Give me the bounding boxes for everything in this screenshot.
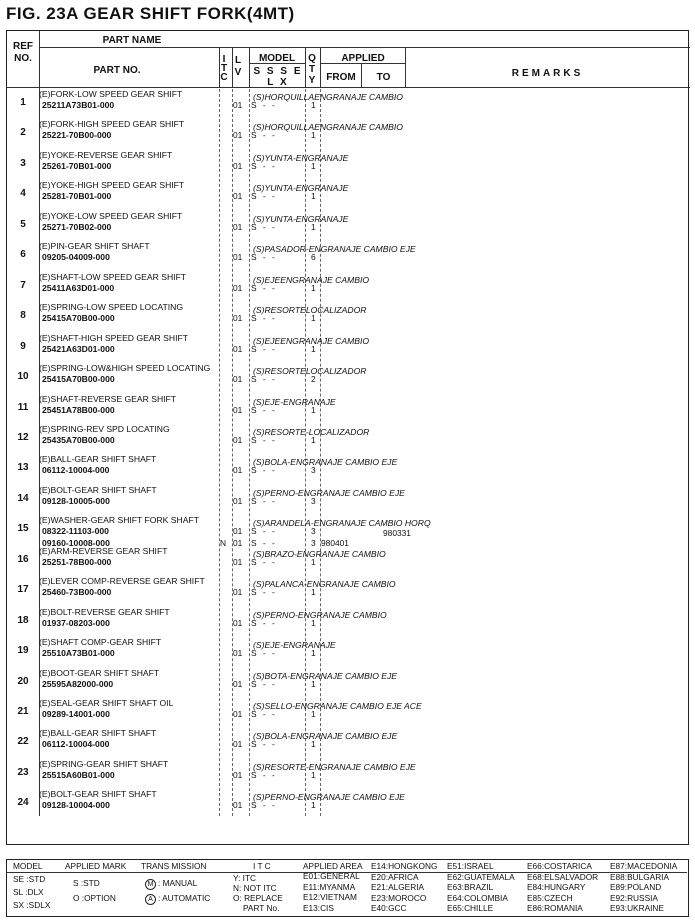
applied-area-item: E88:BULGARIA — [610, 871, 670, 882]
model-applicability: S - - — [251, 495, 277, 506]
part-number: 09128-10004-000 — [42, 800, 110, 811]
model-applicability: S - - — [251, 191, 277, 202]
quantity: 1 — [311, 587, 316, 598]
level: 01 — [233, 343, 243, 354]
part-number: 25281-70B01-000 — [42, 191, 112, 202]
remarks: (S)BOTA-ENGRANAJE CAMBIO EJE — [253, 670, 398, 681]
ref-no-header: REF NO. — [13, 41, 33, 64]
model-cols-header: S S S E L X — [253, 66, 301, 88]
level: 01 — [233, 221, 243, 232]
level: 01 — [233, 678, 243, 689]
model-applicability: S - - — [251, 587, 277, 598]
itc-flag: N — [220, 538, 227, 549]
level: 01 — [233, 191, 243, 202]
applied-area-item: E84:HUNGARY — [527, 882, 586, 892]
applied-area-item: E11:MYANMA — [303, 881, 356, 892]
level: 01 — [233, 404, 243, 415]
legend-sl: SL :DLX — [13, 887, 44, 897]
legend-automatic: : AUTOMATIC — [158, 893, 211, 903]
part-number-alt: 09160-10008-000 — [42, 538, 110, 549]
remarks: (S)YUNTA-ENGRANAJE — [253, 213, 349, 224]
table-row — [7, 546, 690, 577]
ref-number: 15 — [17, 523, 29, 535]
part-number: 25271-70B02-000 — [42, 221, 112, 232]
applied-area-item: E93:UKRAINE — [610, 903, 664, 913]
legend-trans-mission: TRANS MISSION — [141, 861, 207, 871]
part-description: (E)SHAFT-REVERSE GEAR SHIFT — [39, 393, 177, 404]
applied-from: 980401 — [321, 538, 349, 549]
model-applicability: S - - — [251, 252, 277, 263]
ref-number: 12 — [17, 431, 29, 443]
ref-number: 1 — [20, 97, 26, 108]
legend-part-no: PART No. — [243, 903, 280, 913]
table-row — [7, 211, 690, 242]
level: 01 — [233, 252, 243, 263]
ref-number: 4 — [20, 188, 26, 200]
model-applicability: S - - — [251, 526, 277, 537]
applied-area-item: E13:CIS — [303, 902, 334, 913]
level: 01 — [233, 587, 243, 598]
remarks: (S)RESORTE-ENGRANAJE CAMBIO EJE — [253, 761, 416, 772]
part-description: (E)BALL-GEAR SHIFT SHAFT — [39, 454, 157, 465]
level: 01 — [233, 526, 243, 537]
quantity: 3 — [311, 526, 316, 537]
legend — [6, 859, 689, 917]
remarks: (S)HORQUILLAENGRANAJE CAMBIO — [253, 122, 403, 133]
remarks: (S)RESORTELOCALIZADOR — [253, 305, 367, 316]
quantity: 1 — [311, 191, 316, 202]
applied-header: APPLIED — [341, 53, 385, 64]
model-applicability: S - - — [251, 678, 277, 689]
quantity: 1 — [311, 678, 316, 689]
legend-n-not-itc: N: NOT ITC — [233, 883, 277, 893]
level: 01 — [233, 160, 243, 171]
ref-number: 16 — [17, 553, 29, 565]
ref-number: 8 — [20, 310, 26, 322]
part-number: 09128-10005-000 — [42, 495, 110, 506]
level-alt: 01 — [233, 538, 243, 549]
model-applicability: S - - — [251, 313, 277, 324]
parts-table — [6, 30, 689, 845]
applied-area-item: E20:AFRICA — [371, 871, 419, 882]
part-number: 08322-11103-000 — [42, 526, 109, 537]
applied-to: 980331 — [383, 528, 411, 539]
quantity: 1 — [311, 800, 316, 811]
table-row — [7, 485, 690, 516]
applied-area-item: E65:CHILLE — [447, 903, 494, 913]
part-number: 25421A63D01-000 — [42, 343, 115, 354]
level: 01 — [233, 282, 243, 293]
part-number: 25515A60B01-000 — [42, 769, 115, 780]
legend-o-option: O :OPTION — [73, 893, 116, 903]
model-applicability: S - - — [251, 404, 277, 415]
part-number: 25595A82000-000 — [42, 678, 114, 689]
quantity: 1 — [311, 556, 316, 567]
table-row — [7, 333, 690, 364]
part-number: 25411A63D01-000 — [42, 282, 115, 293]
ref-number: 5 — [20, 218, 26, 230]
remarks-header: REMARKS — [511, 68, 584, 79]
ref-number: 10 — [17, 371, 29, 383]
part-number: 25251-78B00-000 — [42, 556, 112, 567]
legend-itc: I T C — [253, 861, 271, 871]
model-applicability: S - - — [251, 556, 277, 567]
ref-number: 7 — [20, 279, 26, 291]
table-row — [7, 454, 690, 485]
remarks: (S)YUNTA-ENGRANAJE — [253, 183, 349, 194]
table-row — [7, 119, 690, 150]
quantity: 2 — [311, 374, 316, 385]
remarks: (S)EJEENGRANAJE CAMBIO — [253, 274, 370, 285]
remarks: (S)BRAZO-ENGRANAJE CAMBIO — [253, 548, 386, 559]
ref-number: 11 — [17, 401, 29, 413]
level: 01 — [233, 100, 243, 110]
table-row — [7, 180, 690, 211]
part-description: (E)SHAFT-LOW SPEED GEAR SHIFT — [39, 271, 187, 282]
part-description: (E)YOKE-LOW SPEED GEAR SHIFT — [39, 210, 183, 221]
applied-area-item: E40:GCC — [371, 903, 407, 913]
part-description: (E)LEVER COMP-REVERSE GEAR SHIFT — [39, 576, 205, 587]
model-applicability: S - - — [251, 160, 277, 171]
quantity: 1 — [311, 130, 316, 141]
ref-number: 19 — [17, 645, 29, 657]
applied-area-item: E01:GENERAL — [303, 871, 360, 881]
level: 01 — [233, 648, 243, 659]
part-description: (E)SPRING-REV SPD LOCATING — [39, 423, 170, 434]
legend-manual: : MANUAL — [158, 878, 198, 888]
model-applicability: S - - — [251, 465, 277, 476]
part-no-header: PART NO. — [93, 65, 141, 76]
level: 01 — [233, 495, 243, 506]
table-row — [7, 241, 690, 272]
quantity: 1 — [311, 434, 316, 445]
remarks: (S)YUNTA-ENGRANAJE — [253, 152, 349, 163]
model-applicability: S - - — [251, 282, 277, 293]
model-applicability: S - - — [251, 343, 277, 354]
model-applicability: S - - — [251, 617, 277, 628]
quantity: 1 — [311, 221, 316, 232]
remarks: (S)EJEENGRANAJE CAMBIO — [253, 335, 370, 346]
part-description: (E)SEAL-GEAR SHIFT SHAFT OIL — [39, 698, 174, 708]
ref-number: 9 — [20, 340, 26, 352]
qty-header: QTY — [308, 53, 316, 86]
table-row — [7, 394, 690, 425]
table-row — [7, 150, 690, 181]
model-applicability-alt: S - - — [251, 538, 277, 549]
level: 01 — [233, 465, 243, 476]
model-applicability: S - - — [251, 434, 277, 445]
ref-number: 20 — [17, 675, 29, 687]
applied-area-item: E12:VIETNAM — [303, 892, 357, 902]
lv-header: LV — [234, 55, 242, 78]
table-row — [7, 424, 690, 455]
applied-area-item: E14:HONGKONG — [371, 861, 438, 871]
applied-area-item: E86:ROMANIA — [527, 903, 583, 913]
legend-applied-mark: APPLIED MARK — [65, 861, 127, 871]
quantity: 3 — [311, 495, 316, 506]
ref-number: 24 — [17, 797, 29, 809]
ref-number: 13 — [17, 462, 29, 474]
part-number: 09205-04009-000 — [42, 252, 110, 263]
remarks: (S)PASADOR-ENGRANAJE CAMBIO EJE — [253, 244, 416, 255]
quantity: 1 — [311, 313, 316, 324]
part-number: 06112-10004-000 — [42, 739, 110, 750]
legend-se: SE :STD — [13, 874, 46, 884]
ref-number: 22 — [17, 736, 29, 748]
model-applicability: S - - — [251, 739, 277, 750]
quantity: 6 — [311, 252, 316, 263]
ref-number: 21 — [17, 706, 29, 717]
quantity: 1 — [311, 160, 316, 171]
ref-number: 17 — [17, 584, 29, 596]
ref-number: 3 — [20, 157, 26, 169]
applied-area-item: E68:ELSALVADOR — [527, 871, 599, 882]
level: 01 — [233, 739, 243, 750]
quantity: 1 — [311, 617, 316, 628]
level: 01 — [233, 313, 243, 324]
remarks: (S)EJE-ENGRANAJE — [253, 640, 336, 651]
remarks: (S)RESORTE-LOCALIZADOR — [253, 426, 370, 437]
part-description: (E)SPRING-GEAR SHIFT SHAFT — [39, 758, 169, 769]
table-row — [7, 515, 690, 549]
part-description: (E)BOOT-GEAR SHIFT SHAFT — [39, 667, 160, 678]
ref-number: 18 — [17, 614, 29, 626]
quantity: 1 — [311, 739, 316, 750]
remarks: (S)RESORTELOCALIZADOR — [253, 366, 367, 377]
part-description: (E)SPRING-LOW SPEED LOCATING — [39, 302, 184, 313]
table-row — [7, 789, 690, 820]
quantity-alt: 3 — [311, 538, 316, 549]
model-applicability: S - - — [251, 221, 277, 232]
part-number: 25211A73B01-000 — [42, 100, 115, 110]
table-row — [7, 89, 690, 120]
model-header: MODEL — [258, 53, 296, 64]
part-description: (E)FORK-LOW SPEED GEAR SHIFT — [39, 89, 183, 99]
applied-area-item: E62:GUATEMALA — [447, 871, 515, 882]
part-number: 01937-08203-000 — [42, 617, 110, 628]
table-row — [7, 759, 690, 790]
level: 01 — [233, 709, 243, 719]
applied-area-item: E85:CZECH — [527, 892, 573, 903]
level: 01 — [233, 556, 243, 567]
remarks: (S)PERNO-ENGRANAJE CAMBIO EJE — [253, 487, 405, 498]
quantity: 1 — [311, 343, 316, 354]
applied-area-item: E89:POLAND — [610, 882, 662, 892]
table-row — [7, 698, 690, 729]
table-row — [7, 637, 690, 668]
legend-o-replace: O: REPLACE — [233, 893, 283, 903]
remarks: (S)PERNO-ENGRANAJE CAMBIO EJE — [253, 792, 405, 803]
model-applicability: S - - — [251, 130, 277, 141]
legend-applied-area: APPLIED AREA — [303, 861, 363, 871]
part-description: (E)ARM-REVERSE GEAR SHIFT — [39, 545, 168, 556]
level: 01 — [233, 769, 243, 780]
applied-area-item: E87:MACEDONIA — [610, 861, 678, 871]
level: 01 — [233, 617, 243, 628]
applied-area-item: E64:COLOMBIA — [447, 892, 508, 903]
part-description: (E)BOLT-GEAR SHIFT SHAFT — [39, 789, 157, 800]
legend-model: MODEL — [13, 861, 43, 871]
model-applicability: S - - — [251, 374, 277, 385]
part-description: (E)BOLT-GEAR SHIFT SHAFT — [39, 484, 157, 495]
applied-area-item: E92:RUSSIA — [610, 892, 658, 903]
part-name-header: PART NAME — [102, 35, 162, 46]
level: 01 — [233, 800, 243, 811]
quantity: 1 — [311, 709, 316, 719]
model-applicability: S - - — [251, 100, 277, 110]
ref-number: 23 — [17, 766, 29, 778]
remarks: (S)PALANCA-ENGRANAJE CAMBIO — [253, 579, 396, 590]
applied-area-item: E66:COSTARICA — [527, 861, 592, 871]
remarks: (S)BOLA-ENGRANAJE CAMBIO EJE — [253, 457, 398, 468]
level: 01 — [233, 130, 243, 141]
legend-s-std: S :STD — [73, 878, 100, 888]
table-row — [7, 728, 690, 759]
level: 01 — [233, 374, 243, 385]
part-number: 25415A70B00-000 — [42, 313, 115, 324]
part-description: (E)SHAFT-HIGH SPEED GEAR SHIFT — [39, 332, 188, 343]
part-number: 25460-73B00-000 — [42, 587, 112, 598]
part-description: (E)YOKE-REVERSE GEAR SHIFT — [39, 149, 173, 160]
remarks: (S)SELLO-ENGRANAJE CAMBIO EJE ACE — [253, 701, 422, 711]
page-title: FIG. 23A GEAR SHIFT FORK(4MT) — [6, 4, 295, 23]
part-description: (E)SHAFT COMP-GEAR SHIFT — [39, 637, 162, 648]
quantity: 1 — [311, 404, 316, 415]
table-row — [7, 302, 690, 333]
part-number: 06112-10004-000 — [42, 465, 110, 476]
applied-area-item: E51:ISRAEL — [447, 861, 494, 871]
model-applicability: S - - — [251, 800, 277, 811]
automatic-mark-icon: A — [145, 894, 156, 905]
applied-area-item: E21:ALGERIA — [371, 882, 425, 892]
part-description: (E)FORK-HIGH SPEED GEAR SHIFT — [39, 119, 185, 130]
itc-header: ITC — [220, 54, 228, 83]
part-description: (E)BOLT-REVERSE GEAR SHIFT — [39, 606, 170, 617]
manual-mark-icon: M — [145, 879, 156, 890]
part-description: (E)SPRING-LOW&HIGH SPEED LOCATING — [39, 363, 211, 374]
part-number: 25221-70B00-000 — [42, 130, 112, 141]
quantity: 1 — [311, 769, 316, 780]
model-applicability: S - - — [251, 769, 277, 780]
quantity: 1 — [311, 282, 316, 293]
part-description: (E)PIN-GEAR SHIFT SHAFT — [39, 241, 150, 252]
remarks: (S)HORQUILLAENGRANAJE CAMBIO — [253, 92, 403, 102]
from-header: FROM — [326, 72, 356, 83]
part-description: (E)BALL-GEAR SHIFT SHAFT — [39, 728, 157, 739]
table-row — [7, 272, 690, 303]
remarks: (S)BOLA-ENGRANAJE CAMBIO EJE — [253, 731, 398, 742]
part-number: 25261-70B01-000 — [42, 160, 112, 171]
remarks: (S)ARANDELA-ENGRANAJE CAMBIO HORQ — [253, 518, 431, 529]
part-number: 25510A73B01-000 — [42, 648, 115, 659]
table-row — [7, 576, 690, 607]
table-row — [7, 363, 690, 394]
applied-area-item: E23:MOROCO — [371, 892, 427, 903]
part-description: (E)WASHER-GEAR SHIFT FORK SHAFT — [39, 515, 199, 526]
part-number: 09289-14001-000 — [42, 709, 110, 719]
to-header: TO — [376, 72, 391, 83]
quantity: 1 — [311, 100, 316, 110]
table-row — [7, 607, 690, 638]
ref-number: 14 — [17, 492, 29, 504]
table-row — [7, 668, 690, 699]
part-number: 25415A70B00-000 — [42, 374, 115, 385]
legend-sx: SX :SDLX — [13, 900, 51, 910]
remarks: (S)EJE-ENGRANAJE — [253, 396, 336, 407]
applied-area-item: E63:BRAZIL — [447, 882, 494, 892]
part-number: 25451A78B00-000 — [42, 404, 115, 415]
quantity: 1 — [311, 648, 316, 659]
legend-y-itc: Y: ITC — [233, 873, 257, 883]
remarks: (S)PERNO-ENGRANAJE CAMBIO — [253, 609, 387, 620]
model-applicability: S - - — [251, 648, 277, 659]
model-applicability: S - - — [251, 709, 277, 719]
level: 01 — [233, 434, 243, 445]
ref-number: 2 — [20, 127, 26, 139]
part-number: 25435A70B00-000 — [42, 434, 115, 445]
ref-number: 6 — [20, 249, 26, 261]
quantity: 3 — [311, 465, 316, 476]
part-description: (E)YOKE-HIGH SPEED GEAR SHIFT — [39, 180, 185, 191]
